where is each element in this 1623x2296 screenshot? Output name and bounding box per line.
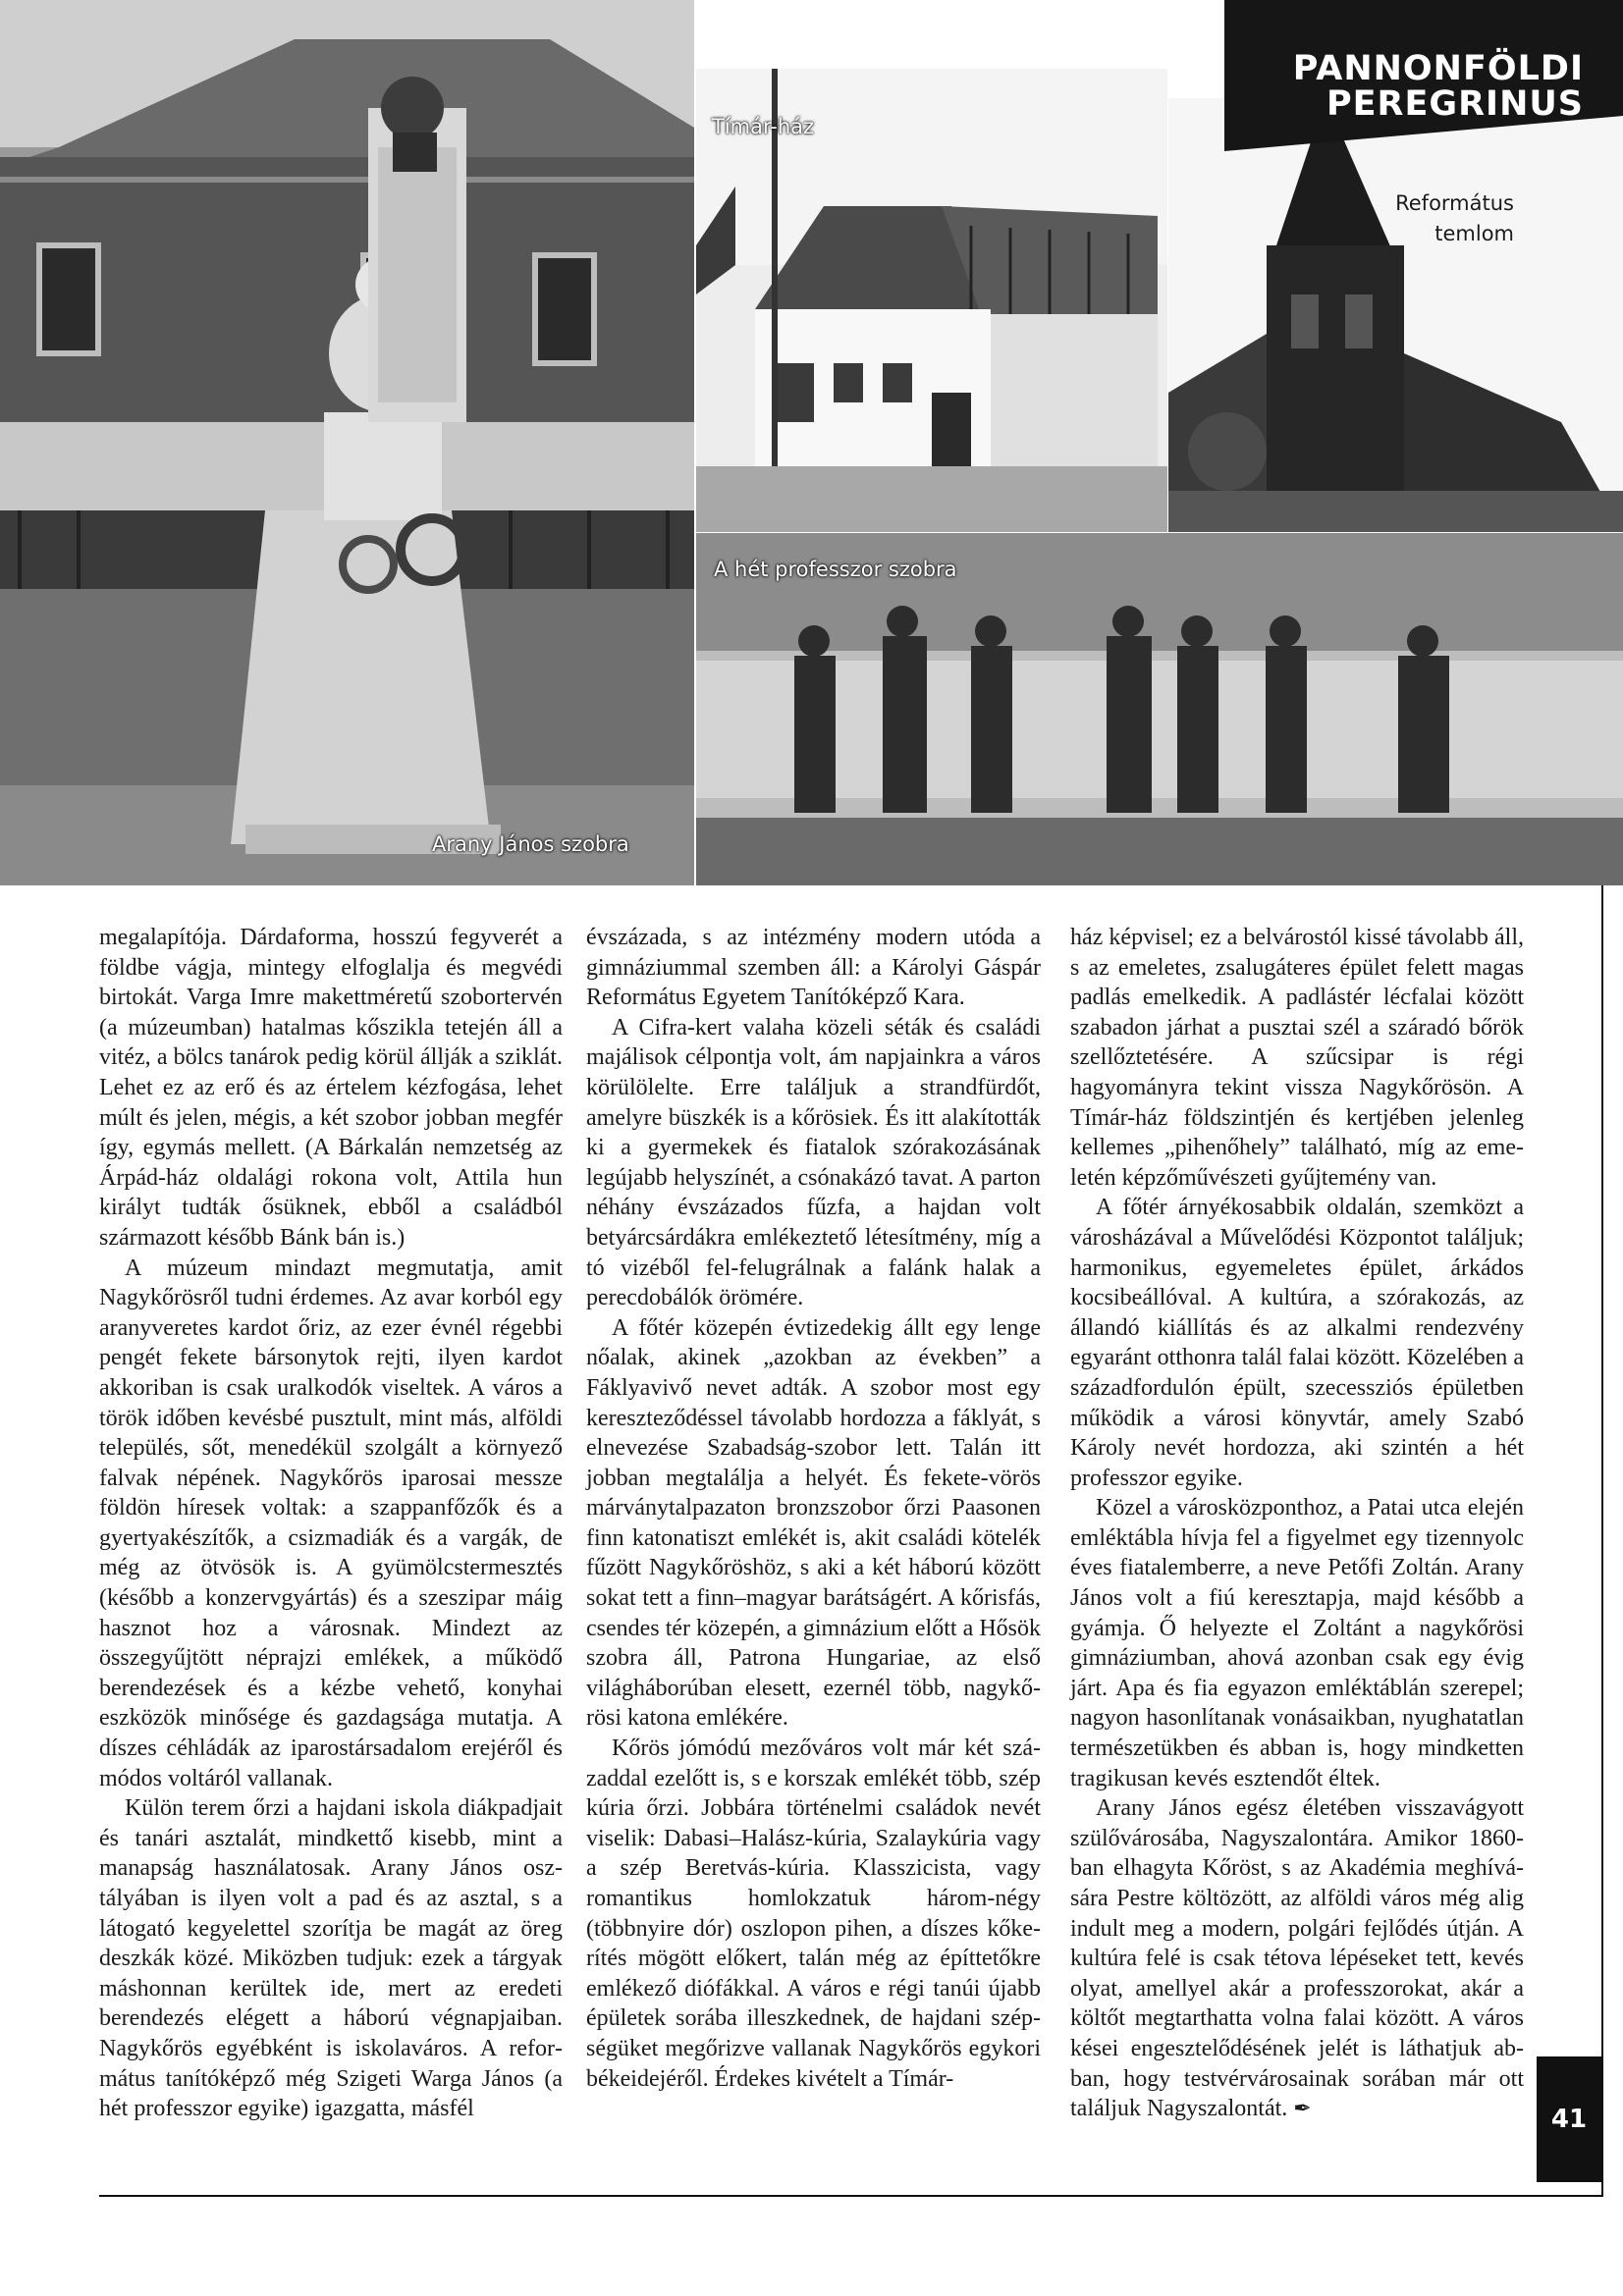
text-column-2	[586, 923, 1041, 2094]
page-number: 41	[1537, 2056, 1601, 2182]
paragraph: Külön terem őrzi a hajdani iskola diákpadjait és tanári asztalát, mindkettő kisebb, mint a manapság használatosak. Arany János osztályában is ilyen volt a pad és az asztal, s a látogató kegyelettel szorítja be magát az öreg deszkák közé. Miközben tudjuk: ezek a tárgyak máshonnan kerültek ide, mert az eredeti berendezés elégett a háború végnapjaiban. Nagykőrös egyébként is iskolaváros. A református tanítóképző még Szigeti Warga János (a hét professzor egyike) igazgatta, másfél	[99, 1795, 563, 2122]
paragraph: A főtér árnyékosabbik oldalán, szemközt a városházával a Művelődési Központot találjuk; harmonikus, egyemeletes épület, árkádos kocsibeállóval. A kultúra, a szórakozás, az állandó kiállítás és az alkalmi rendezvény egyaránt otthonra talál falai között. Közelében a századfordulón épült, szecessziós épületben működik a városi könyvtár, amely Szabó Károly nevét hordozza, aki szintén a hét professzor egyike.	[1070, 1195, 1524, 1491]
caption-church-line1: Református	[1395, 191, 1514, 215]
paragraph: Kőrös jómódú mezőváros volt már két századdal ezelőtt is, s e korszak emlékét több, szép kúria őrzi. Jobbára történelmi családok nevét viselik: Dabasi–Halász-kúria, Szalaykúria vagy a szép Beretvás-kúria. Klasszicista, vagy romantikus homlokzatuk három-négy (többnyire dór) oszlopon pihen, a díszes kőkerítés mögött előkert, talán még az építtetőkre emlékező diófákkal. A város e régi tanúi újabb épületek sorába illeszkednek, de hajdani szépségüket megőrizve vallanak Nagykőrös egykori békeidejéről. Érdekes kivételt a Tímár-	[586, 1735, 1041, 2092]
right-margin-rule	[1601, 885, 1603, 2196]
paragraph: Közel a városközponthoz, a Patai utca elején emléktábla hívja fel a figyelmet egy tizennyolc éves fiatalemberre, a neve Petőfi Zoltán. Arany János volt a fiú keresztapja, majd később a gyámja. Ő helyezte el Zoltánt a nagykőrösi gimnáziumban, ahová azonban csak egy évig járt. Apa és fia egyazon emléktáblán szerepel; nagyon hasonlítanak vonásaikban, nyughatatlan természetükben és abban is, hogy mindketten tragikusan kevés esztendőt éltek.	[1070, 1495, 1524, 1791]
text-column-3	[1070, 923, 1524, 2125]
paragraph-last	[1070, 1793, 1524, 2125]
paragraph: A múzeum mindazt megmutatja, amit Nagykőrösről tudni érdemes. Az avar korból egy aranyveretes kardot őriz, az ezer évnél régebbi pengét fekete bársonytok rejti, ilyen kardot akkoriban is csak uralkodók viseltek. A város a török időben kevésbé pusztult, mint más, alföldi település, sőt, menedékül szolgált a környező falvak népének. Nagykőrös iparosai messze földön híresek voltak: a szappanfőzők és a gyertyakészítők, a csizmadiák és a vargák, de még az ötvösök is. A gyümölcstermesztés (később a konzervgyártás) és a szeszipar máig hasznot hoz a városnak. Mindezt az összegyűjtött néprajzi emlékek, a működő berendezések és a kézbe vehető, konyhai eszközök minősége és gazdagsága mutatja. A díszes céhládák az iparostársadalom erejéről és módos voltáról vallanak.	[99, 1255, 563, 1791]
brand-line-2: PEREGRINUS	[1325, 84, 1584, 124]
end-mark-icon: ✒	[1293, 2097, 1312, 2122]
brand-banner	[1224, 0, 1623, 151]
paragraph: ház képvisel; ez a belvárostól kissé távolabb áll, s az emeletes, zsalugáteres épület felett magas padlás emelkedik. A padlástér lécfalai között szabadon járhat a pusztai szél a száradó bőrök szellőztetésére. A szűcsipar is régi hagyományra tekint vissza Nagykőrösön. A Tímár-ház földszintjén és kertjében jelenleg kellemes „pihenőhely” található, míg az emeletén képzőművészeti gyűjtemény van.	[1070, 925, 1524, 1191]
photo-arany-statue	[0, 0, 694, 885]
caption-het-professzor: A hét professzor szobra	[714, 558, 957, 581]
photo-reformatus-templom	[1168, 98, 1623, 532]
caption-arany-statue: Arany János szobra	[432, 832, 629, 856]
paragraph-text: Arany János egész életében visszavágyott szülővárosába, Nagyszalontára. Amikor 1860-ban elhagyta Kőröst, s az Akadémia meghívására Pestre költözött, az alföldi város még alig indult meg a modern, polgári fejlődés útján. A kultúra felé is csak tétova lépéseket tett, kevés olyat, amellyel akár a professzorokat, akár a költőt megtarthatta volna falai között. A város kései engesztelődésének jelét is láthatjuk abban, hogy testvérvárosainak sorában már ott találjuk Nagyszalontát.	[1070, 1795, 1524, 2122]
photo-het-professzor	[696, 533, 1623, 885]
paragraph: A Cifra-kert valaha közeli séták és családi majálisok célpontja volt, ám napjainkra a város körülölelte. Erre találjuk a strandfürdőt, amelyre büszkék is a kőrösiek. És itt alakították ki a gyermekek és fiatalok szórakozásának legújabb helyszínét, a csónakázó tavat. A parton néhány évszázados fűzfa, a hajdan volt betyárcsárdákra emlékeztető létesítmény, míg a tó vizéből fel-felugrálnak a falánk halak a perecdobálók örömére.	[586, 1014, 1041, 1311]
text-column-1	[99, 923, 563, 2124]
caption-reformatus-templom	[1355, 188, 1514, 249]
caption-timar-haz: Tímár-ház	[712, 115, 815, 138]
caption-church-line2: temlom	[1434, 222, 1514, 245]
brand-line-1: PANNONFÖLDI	[1292, 49, 1584, 88]
bottom-margin-rule	[99, 2195, 1603, 2197]
paragraph: megalapítója. Dárdaforma, hosszú fegyverét a földbe vágja, mintegy elfoglalja és megvédi birtokát. Varga Imre makettméretű szobortervén (a múzeumban) hatalmas kőszikla tetején áll a vitéz, a bölcs tanárok pedig körül állják a sziklát. Lehet ez az erő és az értelem kézfogása, lehet múlt és jelen, mégis, a két szobor jobban megfér így, egymás mellett. (A Bárkalán nemzetség az Árpád-ház oldalági rokona volt, Attila hun királyt tudták ősüknek, ebből a családból származott később Bánk bán is.)	[99, 925, 563, 1251]
paragraph: évszázada, s az intézmény modern utóda a gimnáziummal szemben áll: a Károlyi Gáspár Református Egyetem Tanítóképző Kara.	[586, 925, 1041, 1011]
paragraph: A főtér közepén évtizedekig állt egy lenge nőalak, akinek „azokban az években” a Fáklyavivő nevet adták. A szobor most egy kereszteződéssel távolabb hordozza a fáklyát, s elnevezése Szabadság-szobor lett. Talán itt jobban megtalálja a helyét. És fekete-vörös márványtalpazaton bronzszobor őrzi Paasonen finn katonatiszt emlékét is, akit családi kötelék fűzött Nagykőröshöz, s aki a két háború között sokat tett a finn–magyar barátságért. A kőrisfás, csendes tér közepén, a gimnázium előtt a Hősök szobra áll, Patrona Hungariae, az első világháborúban elesett, ezernél több, nagykőrösi katona emlékére.	[586, 1314, 1041, 1732]
